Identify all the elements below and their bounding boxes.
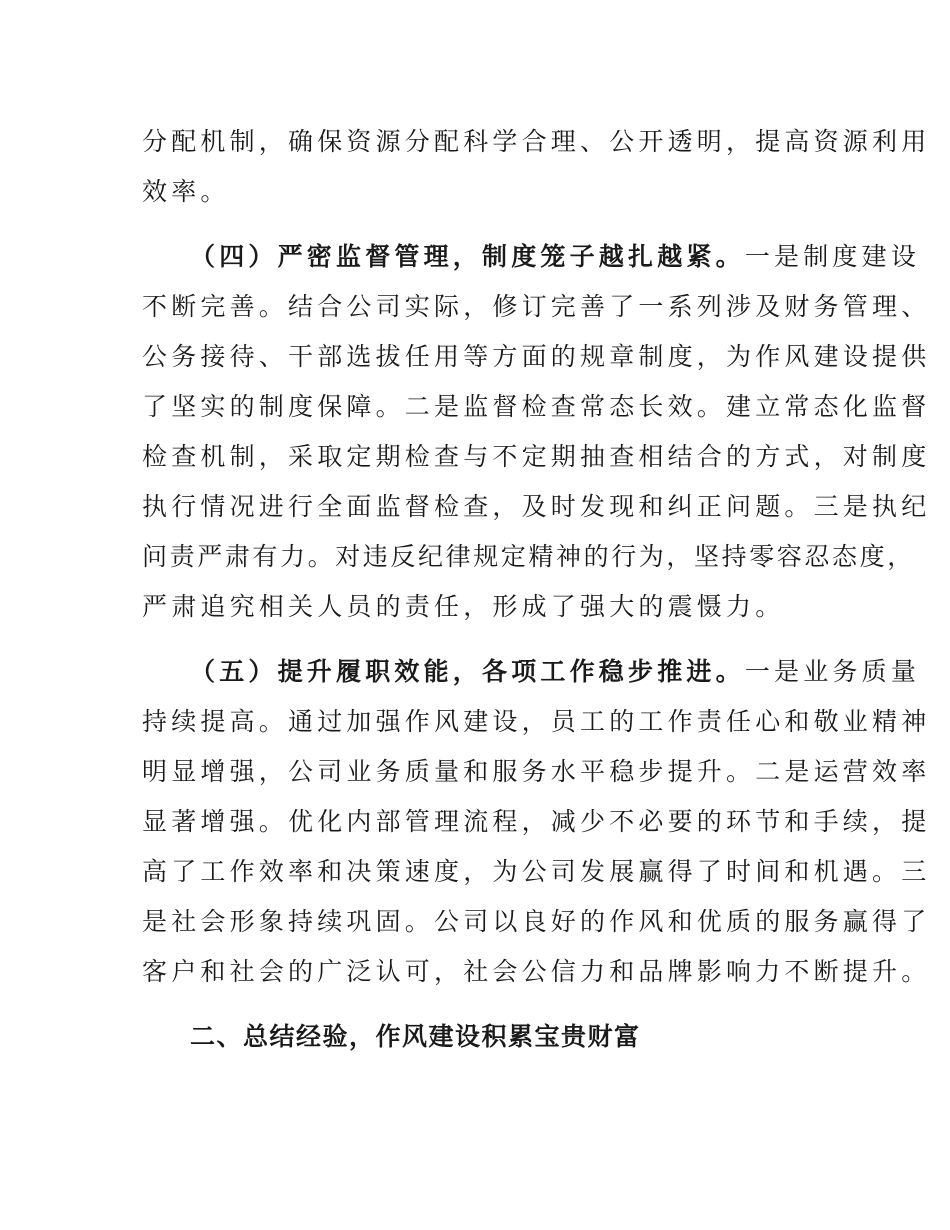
- section-heading: 二、总结经验，作风建设积累宝贵财富: [190, 1022, 641, 1051]
- paragraph-line: 了坚实的制度保障。二是监督检查常态长效。建立常态化监督: [142, 392, 931, 421]
- paragraph-line: 严肃追究相关人员的责任，形成了强大的震慑力。: [142, 592, 785, 621]
- paragraph-line: 问责严肃有力。对违反纪律规定精神的行为，坚持零容忍态度，: [142, 542, 915, 571]
- subsection-heading: （四）严密监督管理，制度笼子越扎越紧。: [190, 242, 745, 271]
- paragraph-text: 一是业务质量: [744, 657, 921, 686]
- paragraph-first-line: [190, 240, 920, 274]
- paragraph-line: 公务接待、干部选拔任用等方面的规章制度，为作风建设提供: [142, 342, 931, 371]
- paragraph-line: 客户和社会的广泛认可，社会公信力和品牌影响力不断提升。: [142, 957, 931, 986]
- paragraph-line: 明显增强，公司业务质量和服务水平稳步提升。二是运营效率: [142, 757, 931, 786]
- paragraph-line: 效率。: [142, 177, 230, 206]
- paragraph-line: 持续提高。通过加强作风建设，员工的工作责任心和敬业精神: [142, 707, 931, 736]
- paragraph-line: 是社会形象持续巩固。公司以良好的作风和优质的服务赢得了: [142, 907, 931, 936]
- paragraph-first-line: [190, 655, 920, 689]
- paragraph-line: 分配机制，确保资源分配科学合理、公开透明，提高资源利用: [142, 127, 931, 156]
- subsection-heading: （五）提升履职效能，各项工作稳步推进。: [190, 657, 745, 686]
- paragraph-line: 检查机制，采取定期检查与不定期抽查相结合的方式，对制度: [142, 442, 931, 471]
- paragraph-text: 一是制度建设: [744, 242, 921, 271]
- paragraph-line: 不断完善。结合公司实际，修订完善了一系列涉及财务管理、: [142, 292, 931, 321]
- paragraph-line: 高了工作效率和决策速度，为公司发展赢得了时间和机遇。三: [142, 857, 931, 886]
- paragraph-line: 显著增强。优化内部管理流程，减少不必要的环节和手续，提: [142, 807, 931, 836]
- paragraph-line: 执行情况进行全面监督检查，及时发现和纠正问题。三是执纪: [142, 492, 931, 521]
